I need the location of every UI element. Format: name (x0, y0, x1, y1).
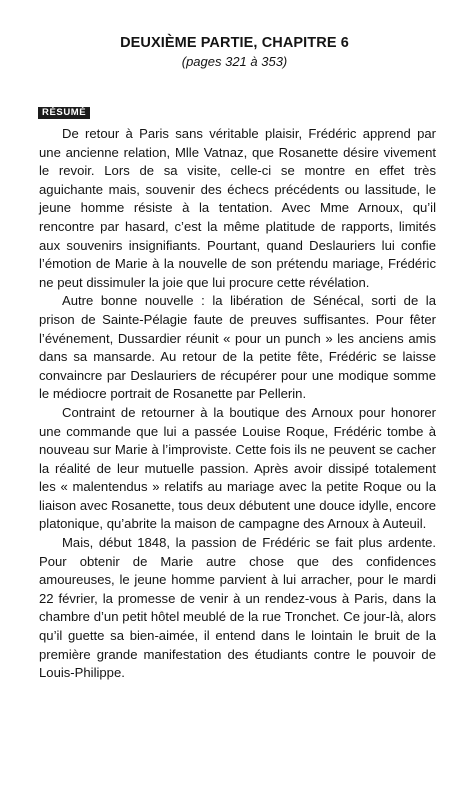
section-label-badge: RÉSUMÉ (38, 107, 90, 119)
summary-paragraph-1: De retour à Paris sans véritable plaisir, Frédéric apprend par une ancienne relation, Mlle Vatnaz, que Rosanette désire vivement le revoir. Lors de sa visite, celle-ci se montre en effet très aguichante mais, souvenir des échecs précédents ou lassitude, le jeune homme résiste à la tentation. Avec Mme Arnoux, qu’il rencontre par hasard, c’est la même platitude de rapports, limités aux souvenirs insignifiants. Pourtant, quand Deslauriers lui confie l’émotion de Marie à la nouvelle de son prétendu mariage, Frédéric ne peut dissimuler la joie que lui procure cette révélation. (39, 126, 436, 290)
summary-text (39, 125, 436, 683)
chapter-title: DEUXIÈME PARTIE, CHAPITRE 6 (120, 35, 349, 51)
summary-paragraph-2: Autre bonne nouvelle : la libération de Sénécal, sorti de la prison de Sainte-Pélagie faute de preuves suffisantes. Pour fêter l’événement, Dussardier réunit « pour un punch » les anciens amis dans sa mansarde. Au retour de la petite fête, Frédéric se laisse convaincre par Deslauriers de récupérer pour une modique somme le médiocre portrait de Rosanette par Pellerin. (39, 293, 436, 402)
summary-paragraph-3: Contraint de retourner à la boutique des Arnoux pour honorer une commande que lui a passée Louise Roque, Frédéric tombe à nouveau sur Marie à l’improviste. Cette fois ils ne peuvent se cacher la réalité de leur mutuelle passion. Après avoir dissipé totalement les « malentendus » relatifs au mariage avec la petite Roque ou la liaison avec Rosanette, tous deux débutent une douce idylle, encore platonique, qu’abrite la maison de campagne des Arnoux à Auteuil. (39, 404, 436, 532)
summary-paragraph-4: Mais, début 1848, la passion de Frédéric se fait plus ardente. Pour obtenir de Marie autre chose que des confidences amoureuses, le jeune homme parvient à lui arracher, pour le mardi 22 février, la promesse de venir à un rendez-vous à Paris, dans la chambre d’un petit hôtel meublé de la rue Tronchet. Ce jour-là, alors qu’il guette sa bien-aimée, il entend dans le lointain le bruit de la première grande manifestation des étudiants contre le pouvoir de Louis-Philippe. (39, 535, 436, 681)
chapter-page-range: (pages 321 à 353) (181, 54, 288, 69)
